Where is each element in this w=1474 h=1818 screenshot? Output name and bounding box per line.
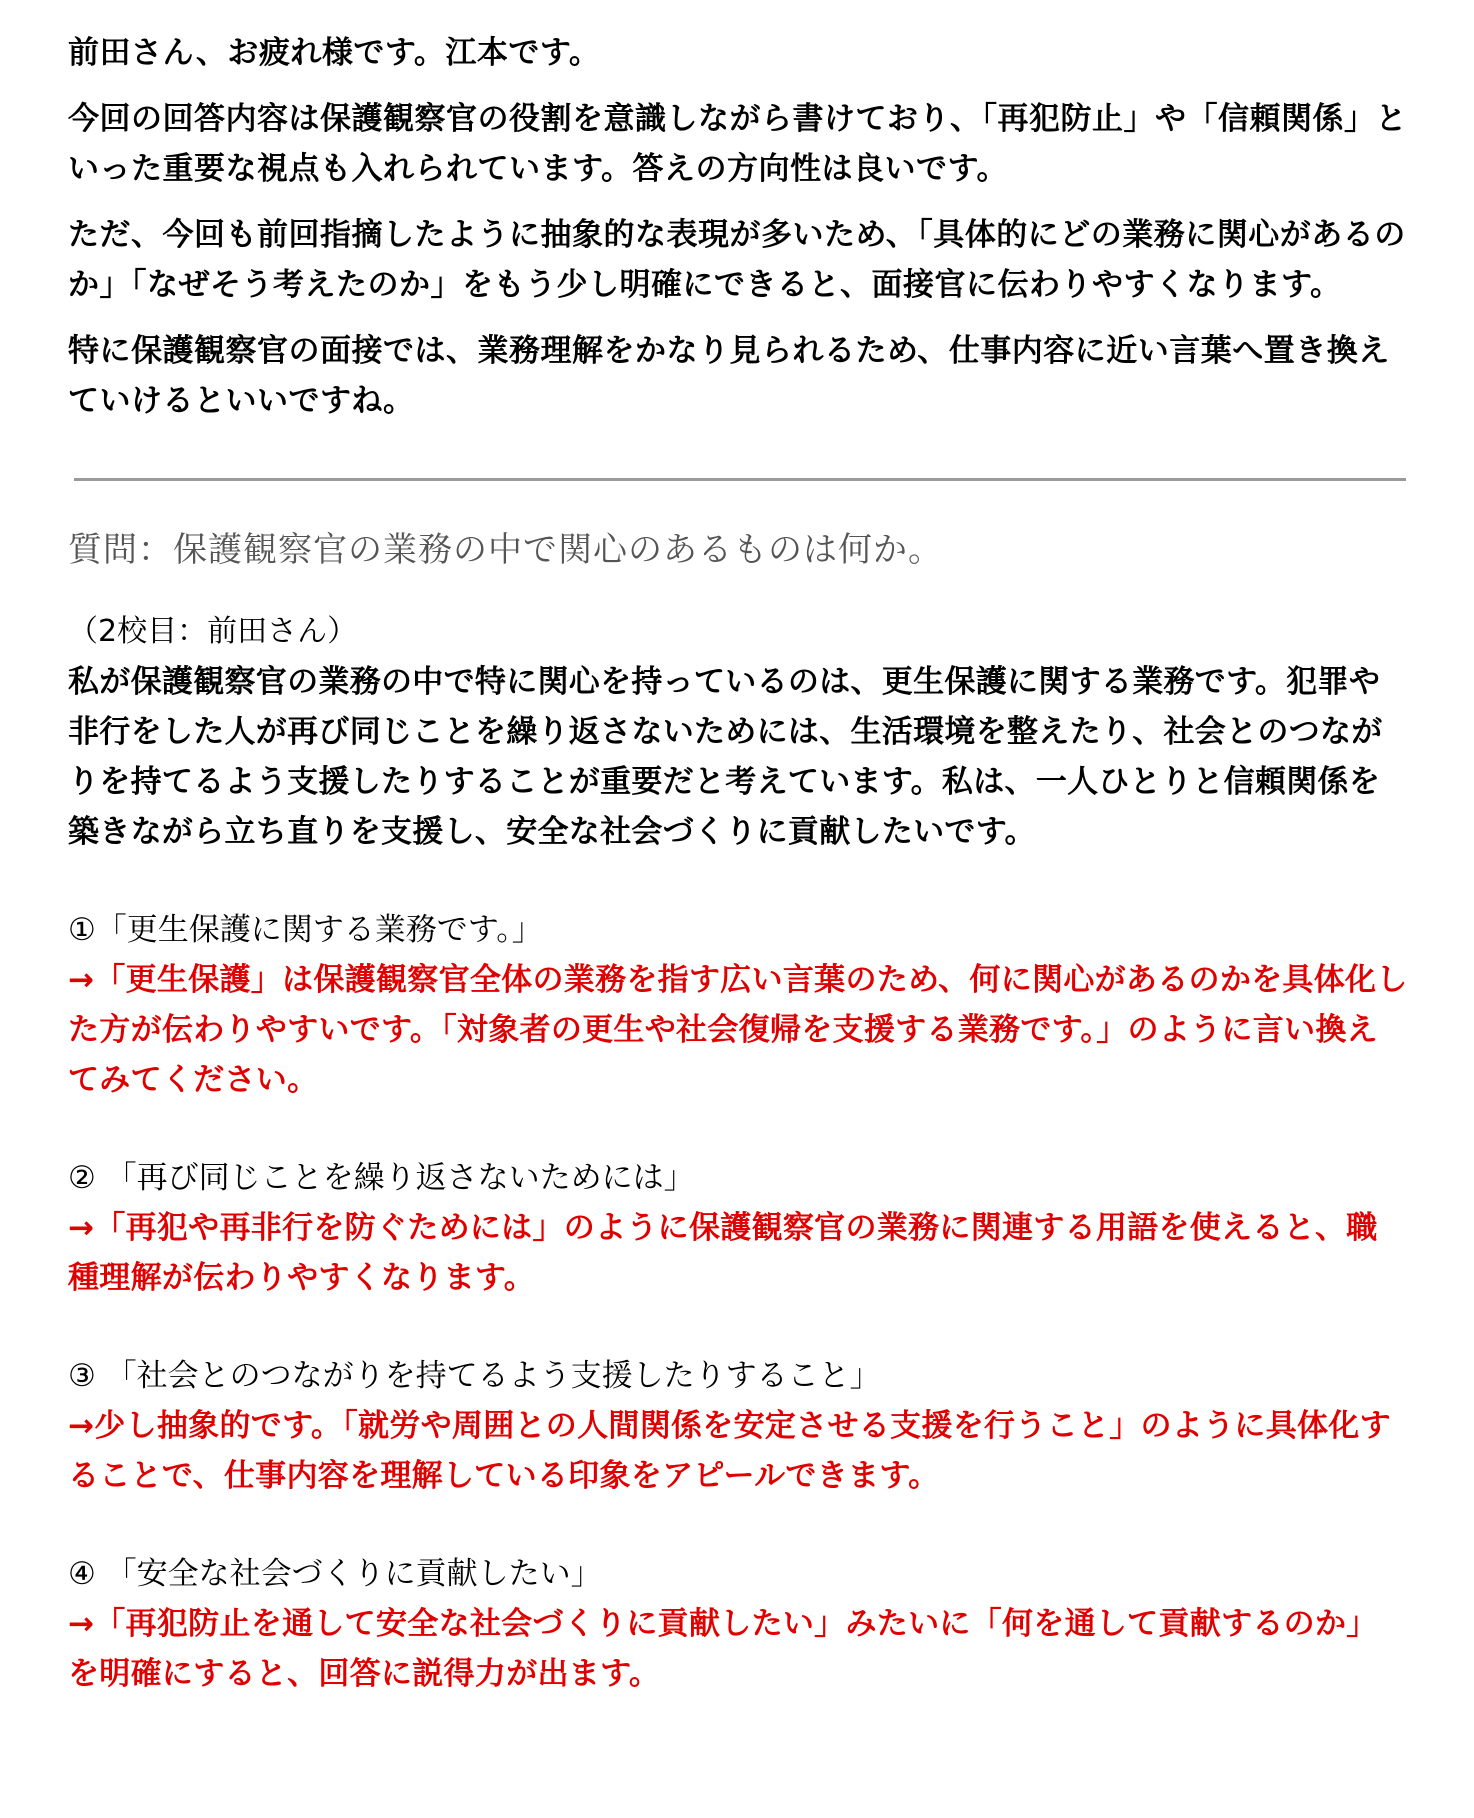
feedback-quote: ④ 「安全な社会づくりに貢献したい」 (68, 1556, 602, 1592)
feedback-quote: ①「更生保護に関する業務です。」 (68, 912, 543, 948)
question-heading: 質問：保護観察官の業務の中で関心のあるものは何か。 (68, 530, 943, 570)
feedback-comment: →「再犯や再非行を防ぐためには」のように保護観察官の業務に関連する用語を使えると、職種理解が伝わりやすくなります。 (68, 1210, 1378, 1296)
feedback-comment: →「更生保護」は保護観察官全体の業務を指す広い言葉のため、何に関心があるのかを具体化した方が伝わりやすいです。「対象者の更生や社会復帰を支援する業務です。」のように言い換えてみてください。 (68, 962, 1408, 1098)
answer-body: 私が保護観察官の業務の中で特に関心を持っているのは、更生保護に関する業務です。犯罪や非行をした人が再び同じことを繰り返さないためには、生活環境を整えたり、社会とのつながりを持てるよう支援したりすることが重要だと考えています。私は、一人ひとりと信頼関係を築きながら立ち直りを支援し、安全な社会づくりに貢献したいです。 (68, 664, 1383, 850)
answer-label: （2校目：前田さん） (68, 614, 358, 649)
intro-paragraph: ただ、今回も前回指摘したように抽象的な表現が多いため、「具体的にどの業務に関心があるのか」「なぜそう考えたのか」をもう少し明確にできると、面接官に伝わりやすくなります。 (68, 217, 1406, 303)
feedback-item (68, 1549, 1408, 1699)
feedback-comment: →少し抽象的です。「就労や周囲との人間関係を安定させる支援を行うこと」のように具体化することで、仕事内容を理解している印象をアピールできます。 (68, 1408, 1391, 1494)
intro-paragraph: 今回の回答内容は保護観察官の役割を意識しながら書けており、「再犯防止」や「信頼関係」といった重要な視点も入れられています。答えの方向性は良いです。 (68, 101, 1407, 187)
section-divider (74, 478, 1406, 481)
feedback-comment: →「再犯防止を通して安全な社会づくりに貢献したい」みたいに「何を通して貢献するのか」を明確にすると、回答に説得力が出ます。 (68, 1606, 1378, 1692)
intro-paragraph: 特に保護観察官の面接では、業務理解をかなり見られるため、仕事内容に近い言葉へ置き換えていけるといいですね。 (68, 333, 1390, 419)
feedback-item (68, 905, 1408, 1105)
feedback-item (68, 1351, 1408, 1501)
feedback-quote: ② 「再び同じことを繰り返さないためには」 (68, 1160, 695, 1196)
greeting: 前田さん、お疲れ様です。江本です。 (68, 35, 601, 71)
feedback-quote: ③ 「社会とのつながりを持てるよう支援したりすること」 (68, 1358, 881, 1394)
feedback-item (68, 1153, 1408, 1303)
